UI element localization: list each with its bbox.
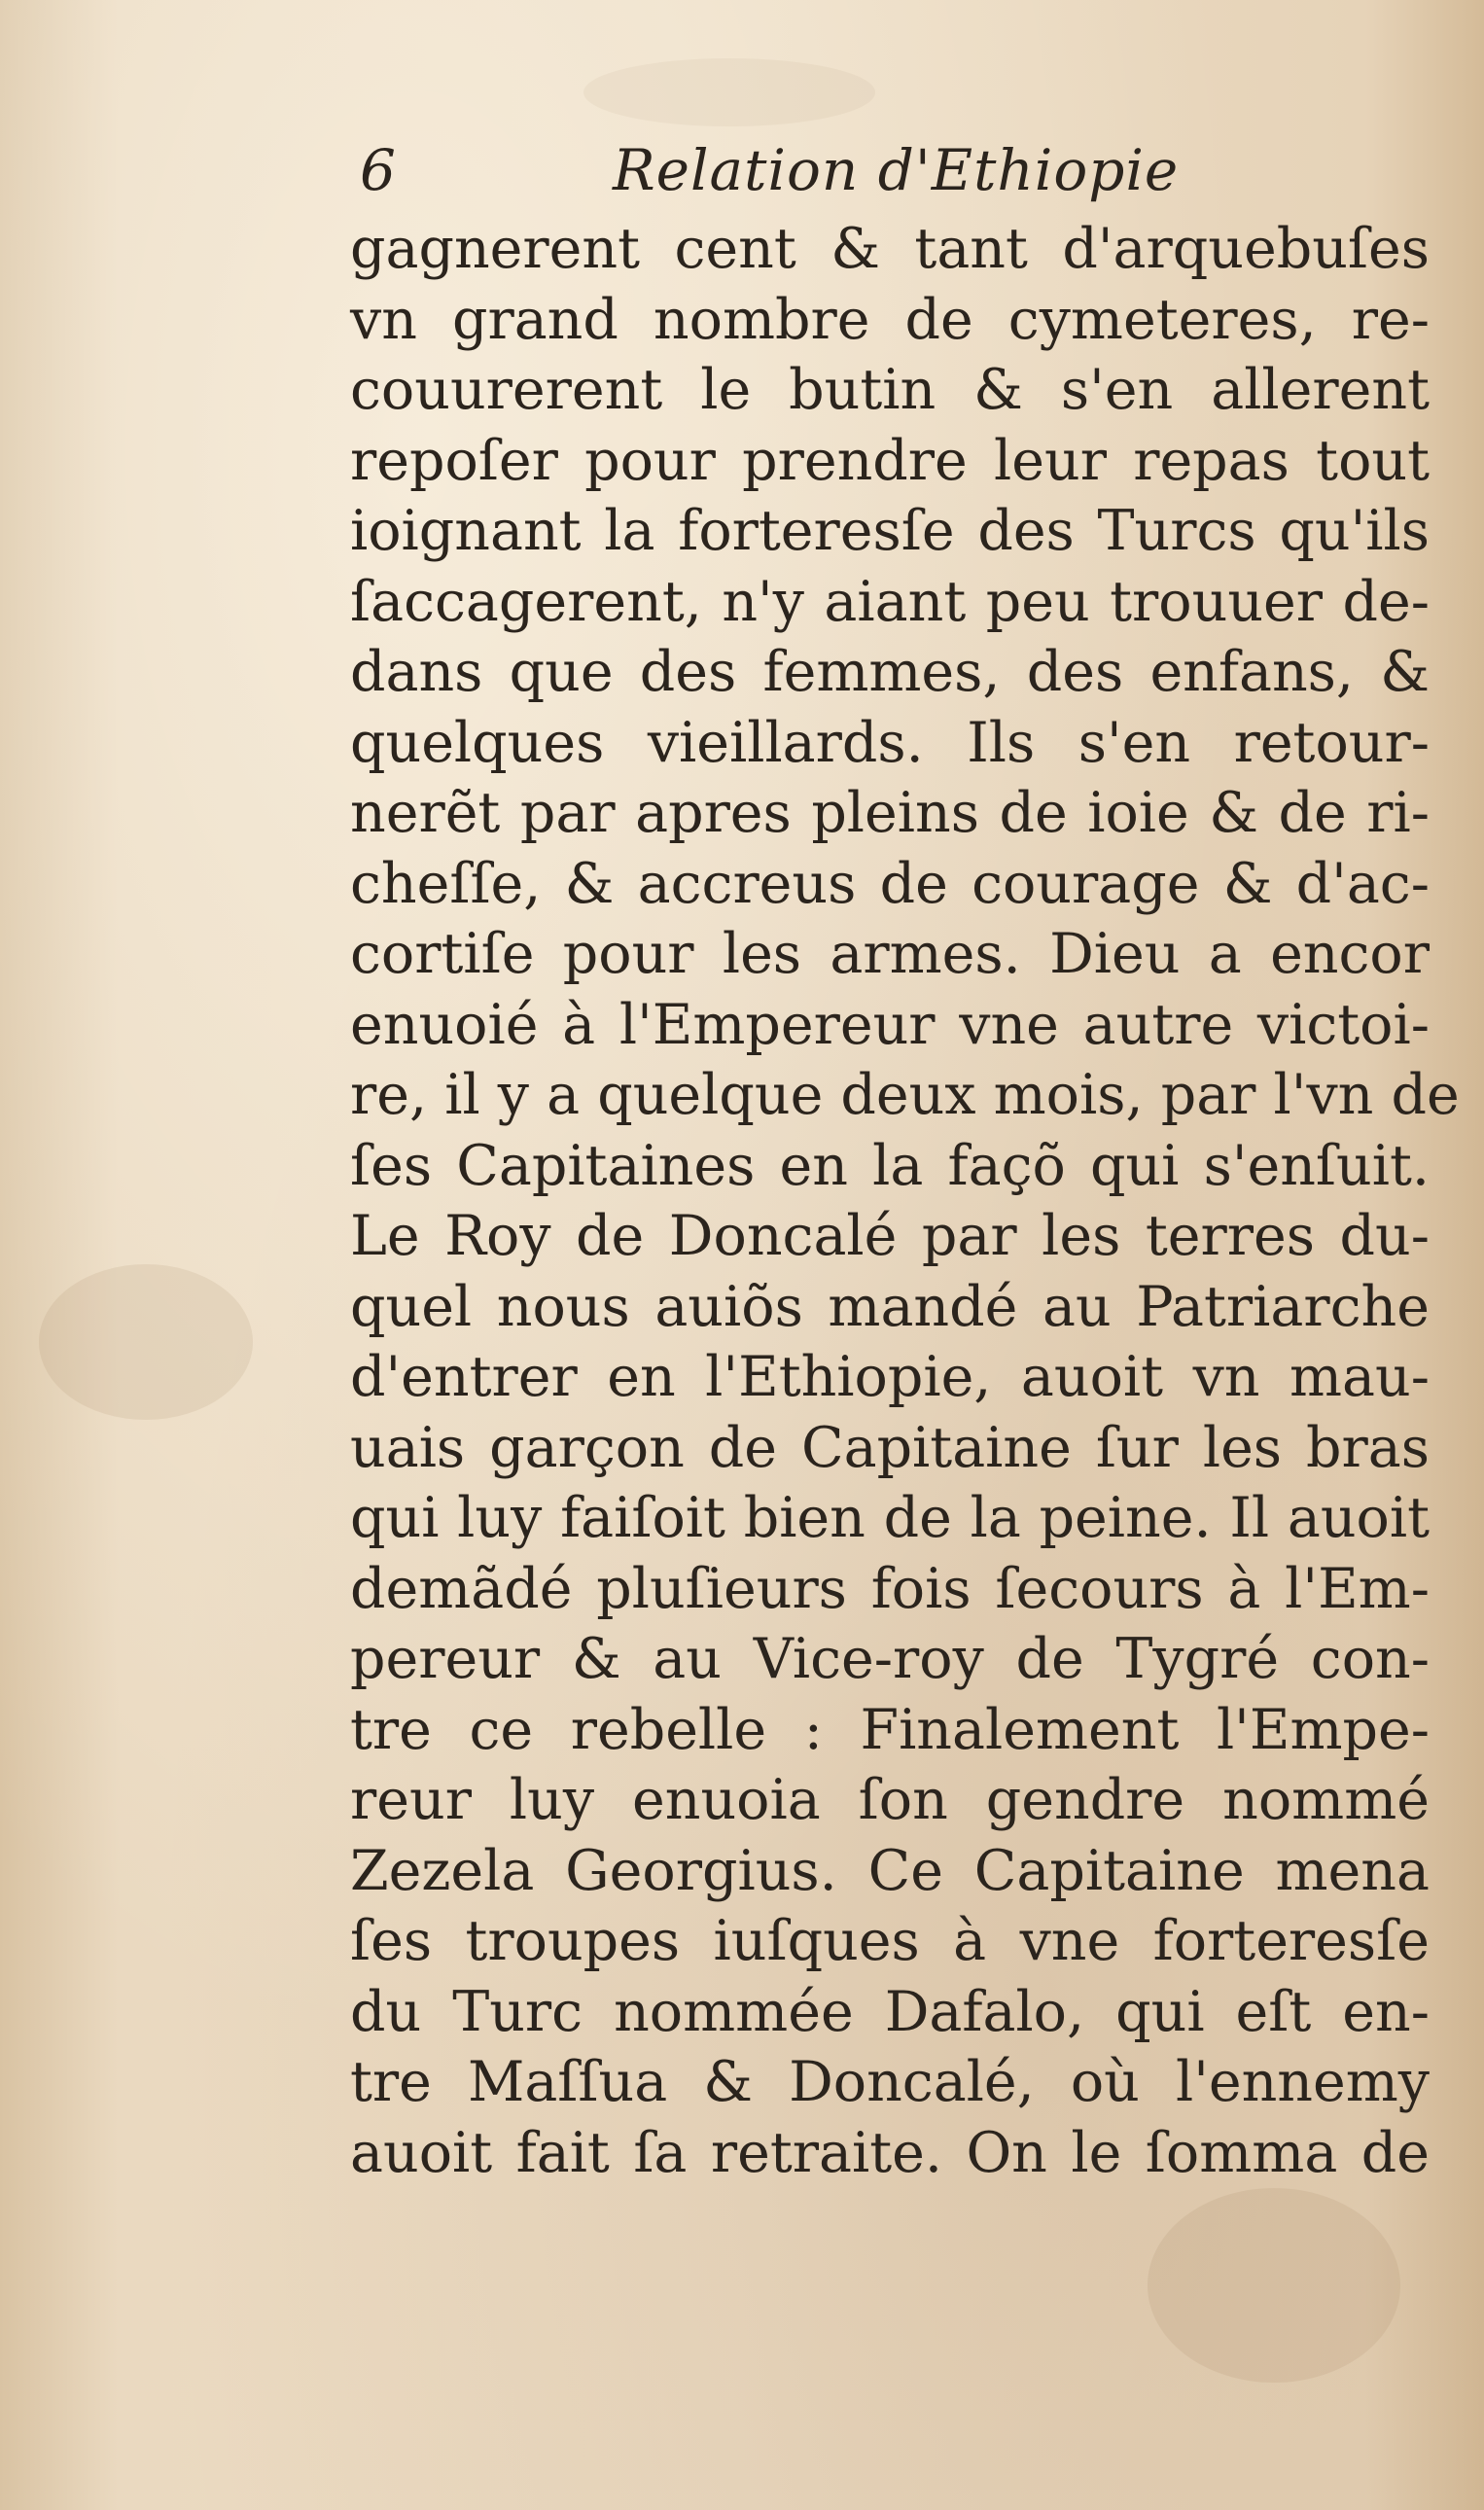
paper-stain [583,58,875,126]
text-line: ſaccagerent, n'y aiant peu trouuer de- [350,569,1430,634]
text-line: uais garçon de Capitaine ſur les bras [350,1415,1430,1480]
text-line: repoſer pour prendre leur repas tout [350,428,1430,493]
text-line: cortiſe pour les armes. Dieu a encor [350,922,1430,986]
text-line: Le Roy de Doncalé par les terres du- [350,1204,1430,1268]
text-line: couurerent le butin & s'en allerent [350,358,1430,422]
text-line: cheſſe, & accreus de courage & d'ac- [350,851,1430,916]
text-block [350,136,1460,2188]
text-line: enuoié à l'Empereur vne autre victoi- [350,992,1430,1057]
text-line: reur luy enuoia ſon gendre nommé [350,1768,1430,1832]
text-line: ſes Capitaines en la façõ qui s'enſuit. [350,1133,1430,1198]
text-line: dans que des femmes, des enfans, & [350,640,1430,704]
text-line: re, il y a quelque deux mois, par l'vn de [350,1063,1460,1127]
text-line: du Turc nommée Dafalo, qui eſt en- [350,1979,1430,2044]
text-line: quelques vieillards. Ils s'en retour- [350,710,1430,775]
text-line: pereur & au Vice-roy de Tygré con- [350,1627,1430,1691]
paper-stain [39,1264,253,1420]
text-line: d'entrer en l'Ethiopie, auoit vn mau- [350,1345,1430,1409]
running-title: Relation d'Ethiopie [613,137,1180,203]
text-line: tre ce rebelle : Finalement l'Empe- [350,1697,1430,1762]
page-number: 6 [360,137,396,203]
running-head [350,136,1430,214]
text-line: demãdé pluſieurs fois ſecours à l'Em- [350,1556,1430,1621]
text-line: ioignant la forteresſe des Turcs qu'ils [350,499,1430,563]
body-text [350,214,1460,2188]
paper-stain [1148,2188,1400,2383]
text-line: quel nous auiõs mandé au Patriarche [350,1274,1430,1339]
text-line: qui luy faiſoit bien de la peine. Il auoit [350,1486,1430,1550]
text-line: auoit fait ſa retraite. On le ſomma de [350,2120,1430,2185]
text-line: nerẽt par apres pleins de ioie & de ri- [350,781,1430,845]
text-line: vn grand nombre de cymeteres, re- [350,287,1430,352]
text-line: tre Maſſua & Doncalé, où l'ennemy [350,2050,1430,2114]
text-line: gagnerent cent & tant d'arquebuſes [350,217,1430,281]
text-line: Zezela Georgius. Ce Capitaine mena [350,1838,1430,1903]
text-line: ſes troupes iuſques à vne forteresſe [350,1909,1430,1973]
